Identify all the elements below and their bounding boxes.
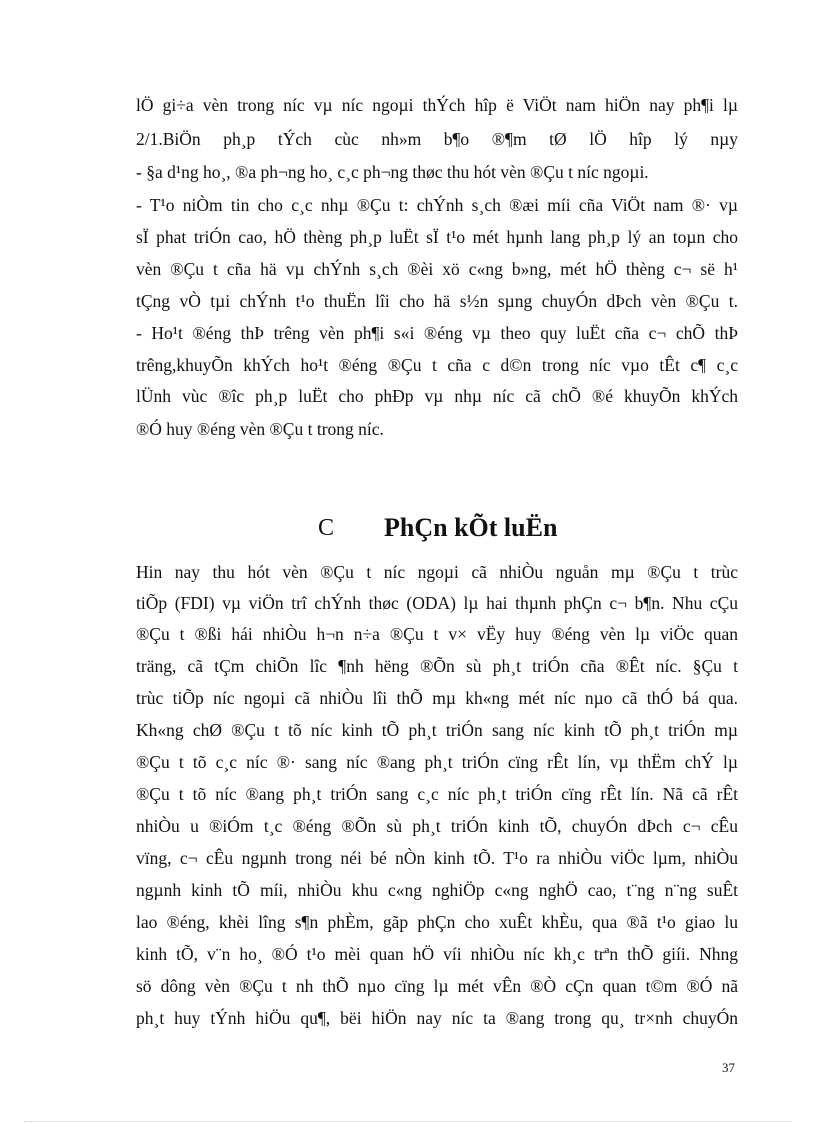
body-text-line: kinh tÕ, v¨n ho¸ ®Ó t¹o mèi quan hÖ víi nhiÒu níc kh¸c trªn thÕ giíi. Nhng <box>136 944 738 964</box>
section-letter: C <box>318 515 335 541</box>
body-text-line: 2/1.BiÖn ph¸p tÝch cùc nh»m b¶o ®¶m tØ lÖ hîp lý nµy <box>136 129 738 149</box>
body-text-line: sö dông vèn ®Çu t nh thÕ nµo cïng lµ mét vÊn ®Ò cÇn quan t©m ®Ó nã <box>136 976 738 996</box>
body-text-line: sÏ phat triÓn cao, hÖ thèng ph¸p luËt sÏ t¹o mét hµnh lang ph¸p lý an toµn cho <box>136 227 738 247</box>
body-text-line: ph¸t huy tÝnh hiÖu qu¶, bëi hiÖn nay níc ta ®ang trong qu¸ tr×nh chuyÓn <box>136 1008 738 1028</box>
body-text-line: trêng,khuyÕn khÝch ho¹t ®éng ®Çu t cña c d©n trong níc vµo tÊt c¶ c¸c <box>136 355 738 375</box>
body-text-line: ®Ó huy ®éng vèn ®Çu t trong níc. <box>136 419 384 439</box>
body-text-line: vèn ®Çu t cña hä vµ chÝnh s¸ch ®èi xö c«ng b»ng, mét hÖ thèng c¬ së h¹ <box>136 259 738 279</box>
body-text-line: Kh«ng chØ ®Çu t tõ níc kinh tÕ ph¸t triÓn sang níc kinh tÕ ph¸t triÓn mµ <box>136 720 738 740</box>
body-text-line: - Ho¹t ®éng thÞ trêng vèn ph¶i s«i ®éng vµ theo quy luËt cña c¬ chÕ thÞ <box>136 323 738 343</box>
body-text-line: - T¹o niÒm tin cho c¸c nhµ ®Çu t: chÝnh s¸ch ®æi míi cña ViÖt nam ®· vµ <box>136 195 738 215</box>
body-text-line: ®Çu t ®ßi hái nhiÒu h¬n n÷a ®Çu t v× vËy huy ®éng vèn lµ viÖc quan <box>136 624 738 644</box>
body-text-line: ®Çu t tõ c¸c níc ®· sang níc ®ang ph¸t triÓn cïng rÊt lín, vµ thËm chÝ lµ <box>136 752 738 772</box>
body-text-line: ®Çu t tõ níc ®ang ph¸t triÓn sang c¸c níc ph¸t triÓn cïng rÊt lín. Nã cã rÊt <box>136 784 738 804</box>
body-text-line: ngµnh kinh tÕ míi, nhiÒu khu c«ng nghiÖp c«ng nghÖ cao, t¨ng n¨ng suÊt <box>136 880 738 900</box>
body-text-line: träng, cã tÇm chiÕn lîc ¶nh hëng ®Õn sù ph¸t triÓn cña ®Êt níc. §Çu t <box>136 656 738 676</box>
body-text-line: nhiÒu u ®iÓm t¸c ®éng ®Õn sù ph¸t triÓn kinh tÕ, chuyÓn dÞch c¬ cÊu <box>136 816 738 836</box>
body-text-line: Hin nay thu hót vèn ®Çu t níc ngoµi cã nhiÒu nguån mµ ®Çu t trùc <box>136 562 738 582</box>
body-text-line: trùc tiÕp níc ngoµi cã nhiÒu lîi thÕ mµ kh«ng mét níc nµo cã thÓ bá qua. <box>136 688 738 708</box>
body-text-line: tiÕp (FDI) vµ viÖn trî chÝnh thøc (ODA) lµ hai thµnh phÇn c¬ b¶n. Nhu cÇu <box>136 593 738 613</box>
section-title: PhÇn kÕt luËn <box>384 513 558 542</box>
body-text-line: vïng, c¬ cÊu ngµnh trong néi bé nÒn kinh tÕ. T¹o ra nhiÒu viÖc lµm, nhiÒu <box>136 848 738 868</box>
body-text-line: - §a d¹ng ho¸, ®a ph¬ng ho¸ c¸c ph¬ng thøc thu hót vèn ®Çu t níc ngoµi. <box>136 162 649 182</box>
body-text-line: tÇng vÒ tµi chÝnh t¹o thuËn lîi cho hä s½n sµng chuyÓn dÞch vèn ®Çu t. <box>136 291 738 311</box>
body-text-line: lÖ gi÷a vèn trong níc vµ níc ngoµi thÝch hîp ë ViÖt nam hiÖn nay ph¶i lµ <box>136 95 738 115</box>
footer-divider <box>24 1121 792 1122</box>
section-heading <box>0 513 816 549</box>
body-text-line: lÜnh vùc ®îc ph¸p luËt cho phÐp vµ nhµ níc cã chÕ ®é khuyÕn khÝch <box>136 386 738 406</box>
body-text-line: lao ®éng, khèi lîng s¶n phÈm, gãp phÇn cho xuÊt khÈu, qua ®ã t¹o giao lu <box>136 912 738 932</box>
page-number: 37 <box>722 1060 735 1075</box>
